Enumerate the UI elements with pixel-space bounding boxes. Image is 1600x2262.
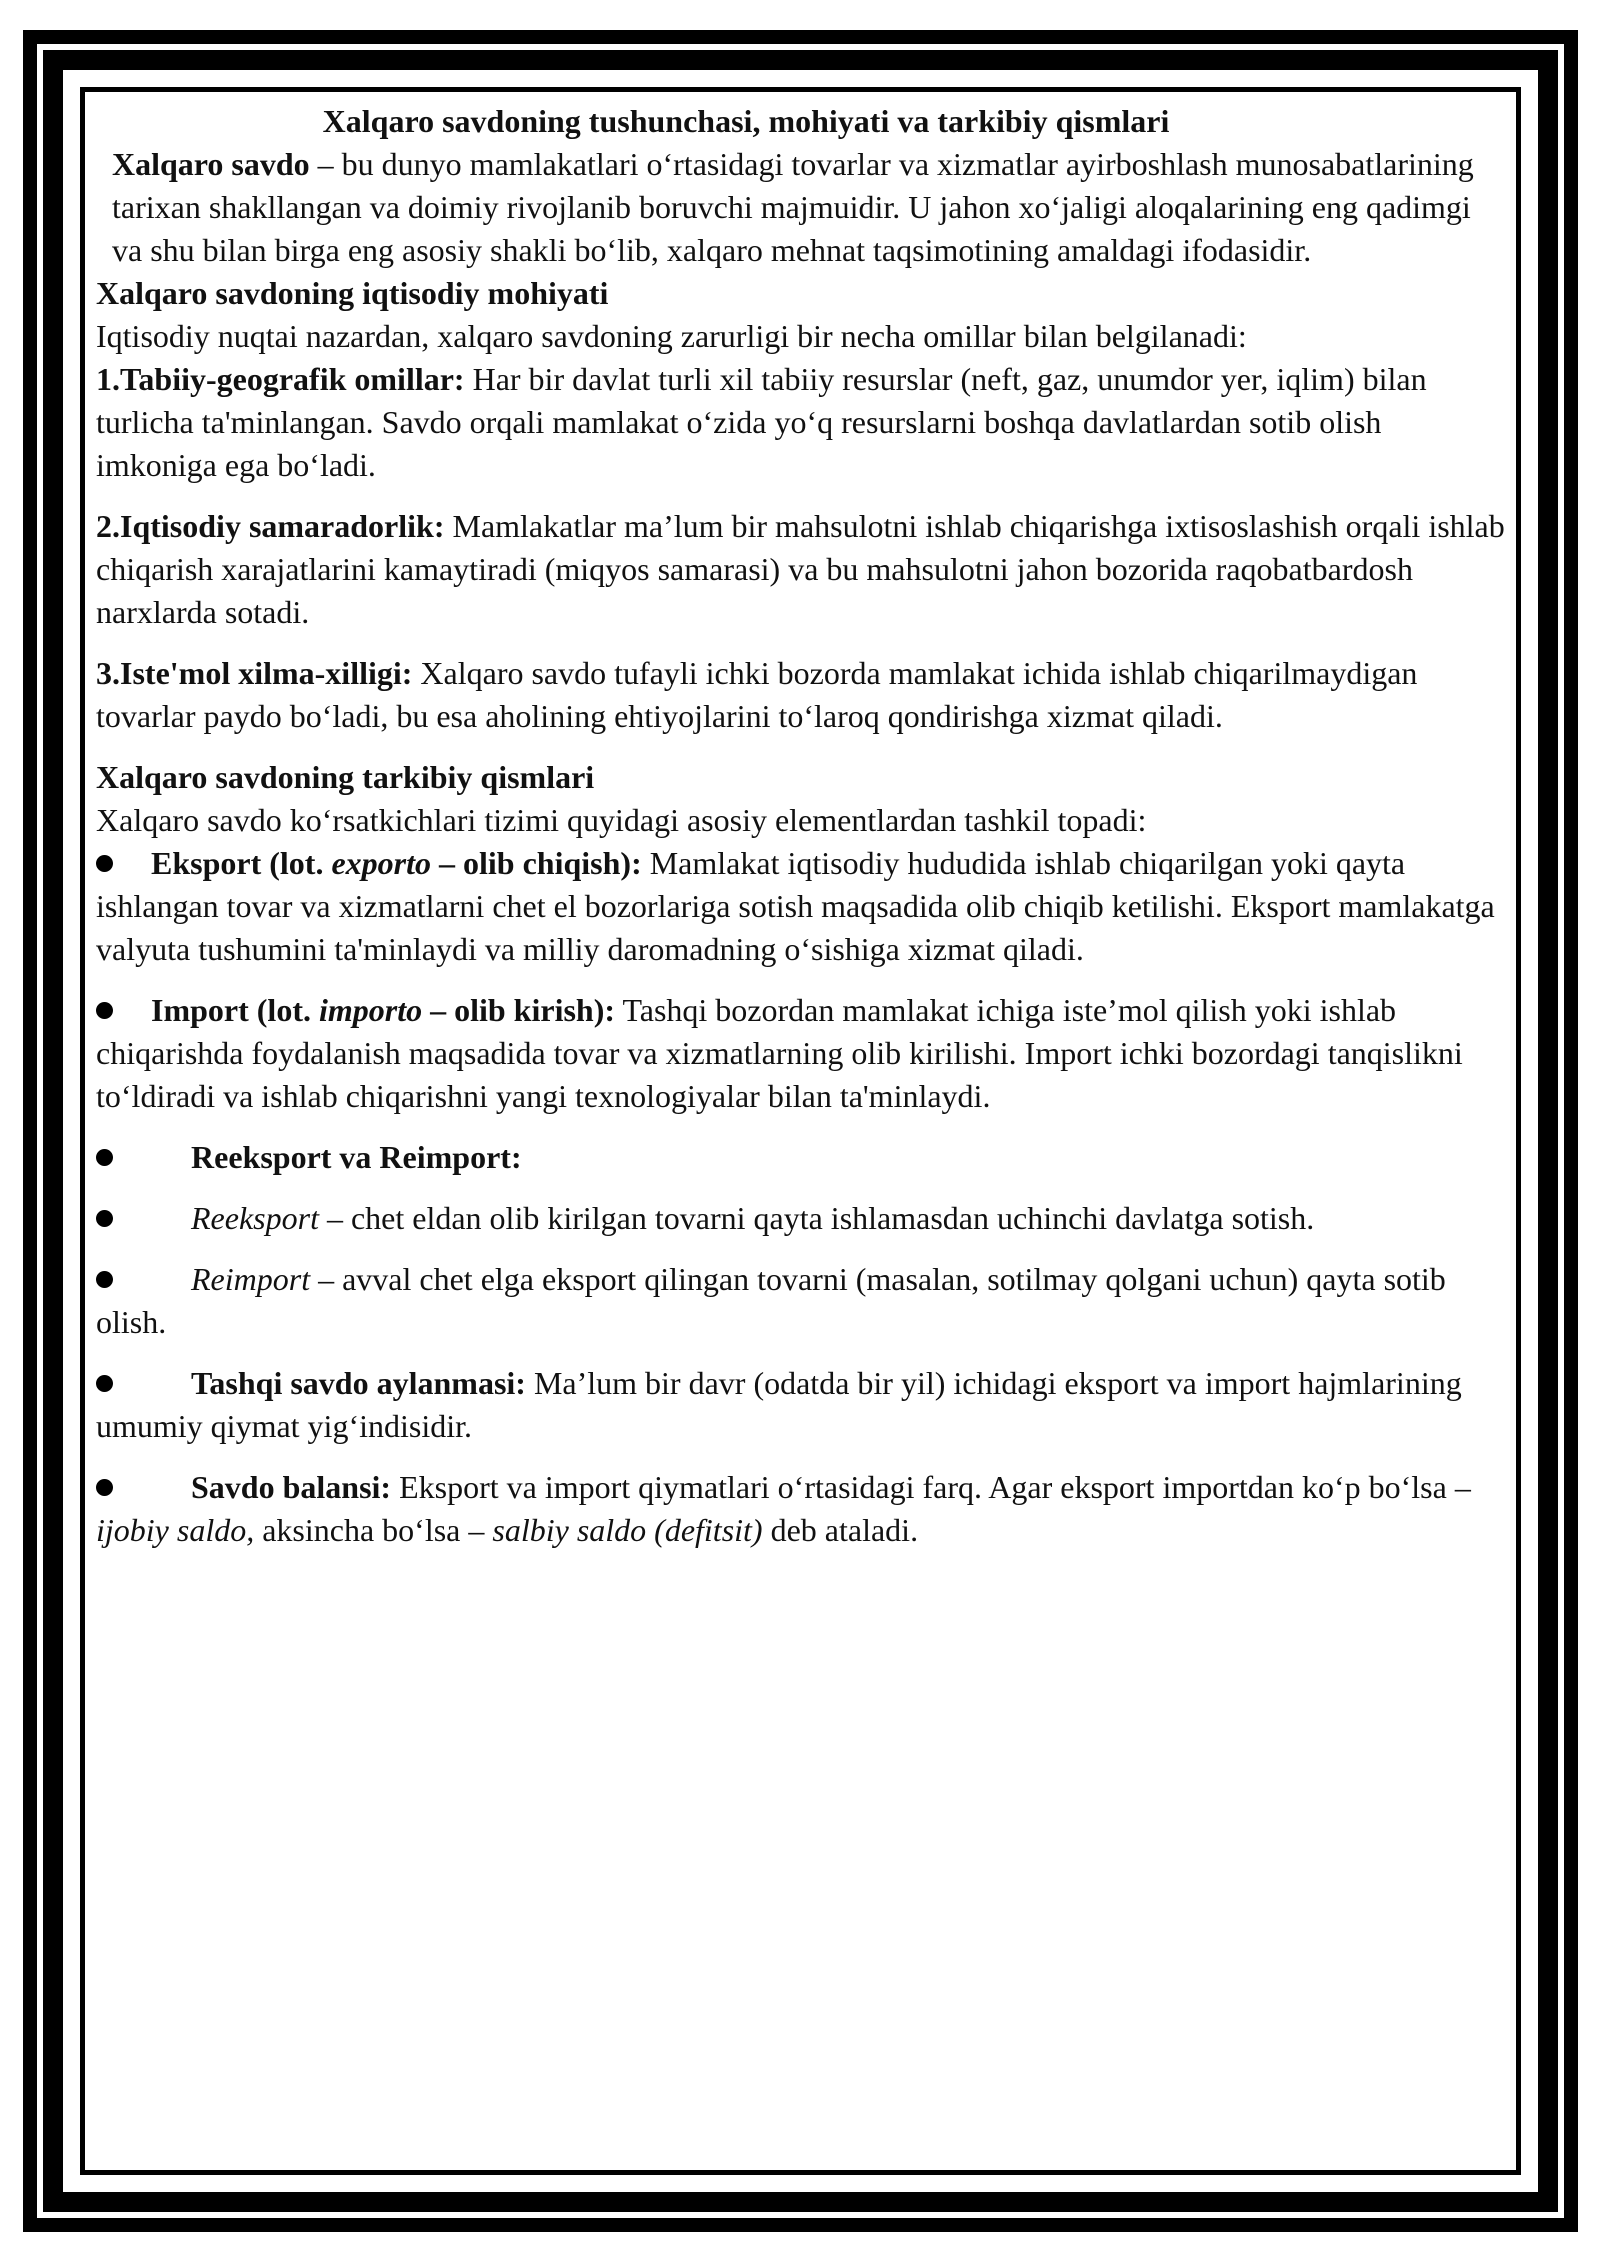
bullet-icon (96, 1210, 113, 1227)
bullet-icon (96, 1375, 113, 1392)
bullet-icon (96, 1479, 113, 1496)
list-item-balance (96, 1466, 1506, 1552)
export-label-latin: exporto (331, 845, 431, 881)
factor-label-1: 1.Tabiiy-geografik omillar: (96, 361, 465, 397)
document-body (96, 100, 1506, 1552)
intro-paragraph (96, 143, 1506, 272)
balance-text-a: Eksport va import qiymatlari o‘rtasidagi farq. Agar eksport importdan ko‘p bo‘lsa – (391, 1469, 1471, 1505)
factor-text-3: Xalqaro savdo tufayli ichki bozorda mamlakat ichida ishlab chiqarilmaydigan tovarlar paydo bo‘ladi, bu esa aholining ehtiyojlarini to‘laroq qondirishga xizmat qiladi. (96, 655, 1418, 734)
turnover-text: Ma’lum bir davr (odatda bir yil) ichidagi eksport va import hajmlarining umumiy qiymat yig‘indisidir. (96, 1365, 1462, 1444)
reexport-heading: Reeksport va Reimport: (191, 1139, 522, 1175)
import-label-a: Import (lot. (151, 992, 319, 1028)
list-item-turnover (96, 1362, 1506, 1448)
list-item-reimport (96, 1258, 1506, 1344)
section-lead-essence: Iqtisodiy nuqtai nazardan, xalqaro savdoning zarurligi bir necha omillar bilan belgilanadi: (96, 318, 1247, 354)
bullet-icon (96, 1271, 113, 1288)
factor-label-3: 3.Iste'mol xilma-xilligi: (96, 655, 413, 691)
section-heading-essence: Xalqaro savdoning iqtisodiy mohiyati (96, 275, 609, 311)
turnover-label: Tashqi savdo aylanmasi: (191, 1365, 526, 1401)
balance-positive: ijobiy saldo, (96, 1512, 255, 1548)
list-item-export (96, 842, 1506, 971)
balance-negative: salbiy saldo (defitsit) (492, 1512, 763, 1548)
list-item-reexport (96, 1197, 1506, 1240)
balance-text-c: deb ataladi. (762, 1512, 919, 1548)
export-label-a: Eksport (lot. (151, 845, 332, 881)
export-text: Mamlakat iqtisodiy hududida ishlab chiqarilgan yoki qayta ishlangan tovar va xizmatlarni chet el bozorlariga sotish maqsadida olib chiqib ketilishi. Eksport mamlakatga valyuta tushumini ta'minlaydi va milliy daromadning o‘sishiga xizmat qiladi. (96, 845, 1495, 967)
factor-label-2: 2.Iqtisodiy samaradorlik: (96, 508, 445, 544)
reexport-term: Reeksport (191, 1200, 319, 1236)
bullet-icon (96, 855, 113, 872)
export-label-b: – olib chiqish): (431, 845, 642, 881)
bullet-icon (96, 1002, 113, 1019)
intro-text: – bu dunyo mamlakatlari o‘rtasidagi tovarlar va xizmatlar ayirboshlash munosabatlarining tarixan shakllangan va doimiy rivojlanib boruvchi majmuidir. U jahon xo‘jaligi aloqalarining eng qadimgi va shu bilan birga eng asosiy shakli bo‘lib, xalqaro mehnat taqsimotining amaldagi ifodasidir. (112, 146, 1474, 268)
factor-text-1: Har bir davlat turli xil tabiiy resurslar (neft, gaz, unumdor yer, iqlim) bilan turlicha ta'minlangan. Savdo orqali mamlakat o‘zida yo‘q resurslarni boshqa davlatlardan sotib olish imkoniga ega bo‘ladi. (96, 361, 1427, 483)
reimport-term: Reimport (191, 1261, 311, 1297)
list-item-reexport-heading (96, 1136, 1506, 1179)
import-text: Tashqi bozordan mamlakat ichiga iste’mol qilish yoki ishlab chiqarishda foydalanish maqsadida tovar va xizmatlarning olib kirilishi. Import ichki bozordagi tanqislikni to‘ldiradi va ishlab chiqarishni yangi texnologiyalar bilan ta'minlaydi. (96, 992, 1463, 1114)
section-heading-components: Xalqaro savdoning tarkibiy qismlari (96, 759, 595, 795)
section-lead-components: Xalqaro savdo ko‘rsatkichlari tizimi quyidagi asosiy elementlardan tashkil topadi: (96, 802, 1147, 838)
list-item-import (96, 989, 1506, 1118)
import-label-b: – olib kirish): (422, 992, 616, 1028)
factor-text-2: Mamlakatlar ma’lum bir mahsulotni ishlab chiqarishga ixtisoslashish orqali ishlab chiqarish xarajatlarini kamaytiradi (miqyos samarasi) va bu mahsulotni jahon bozorida raqobatbardosh narxlarda sotadi. (96, 508, 1505, 630)
intro-term: Xalqaro savdo (112, 146, 310, 182)
reexport-text: – chet eldan olib kirilgan tovarni qayta ishlamasdan uchinchi davlatga sotish. (318, 1200, 1315, 1236)
factor-item-2 (96, 505, 1506, 634)
factor-item-3 (96, 652, 1506, 738)
document-title: Xalqaro savdoning tushunchasi, mohiyati va tarkibiy qismlari (322, 103, 1170, 139)
reimport-text: – avval chet elga eksport qilingan tovarni (masalan, sotilmay qolgani uchun) qayta sotib olish. (96, 1261, 1446, 1340)
bullet-icon (96, 1149, 113, 1166)
import-label-latin: importo (318, 992, 423, 1028)
balance-label: Savdo balansi: (191, 1469, 392, 1505)
balance-text-b: aksincha bo‘lsa – (254, 1512, 493, 1548)
factor-item-1 (96, 358, 1506, 487)
